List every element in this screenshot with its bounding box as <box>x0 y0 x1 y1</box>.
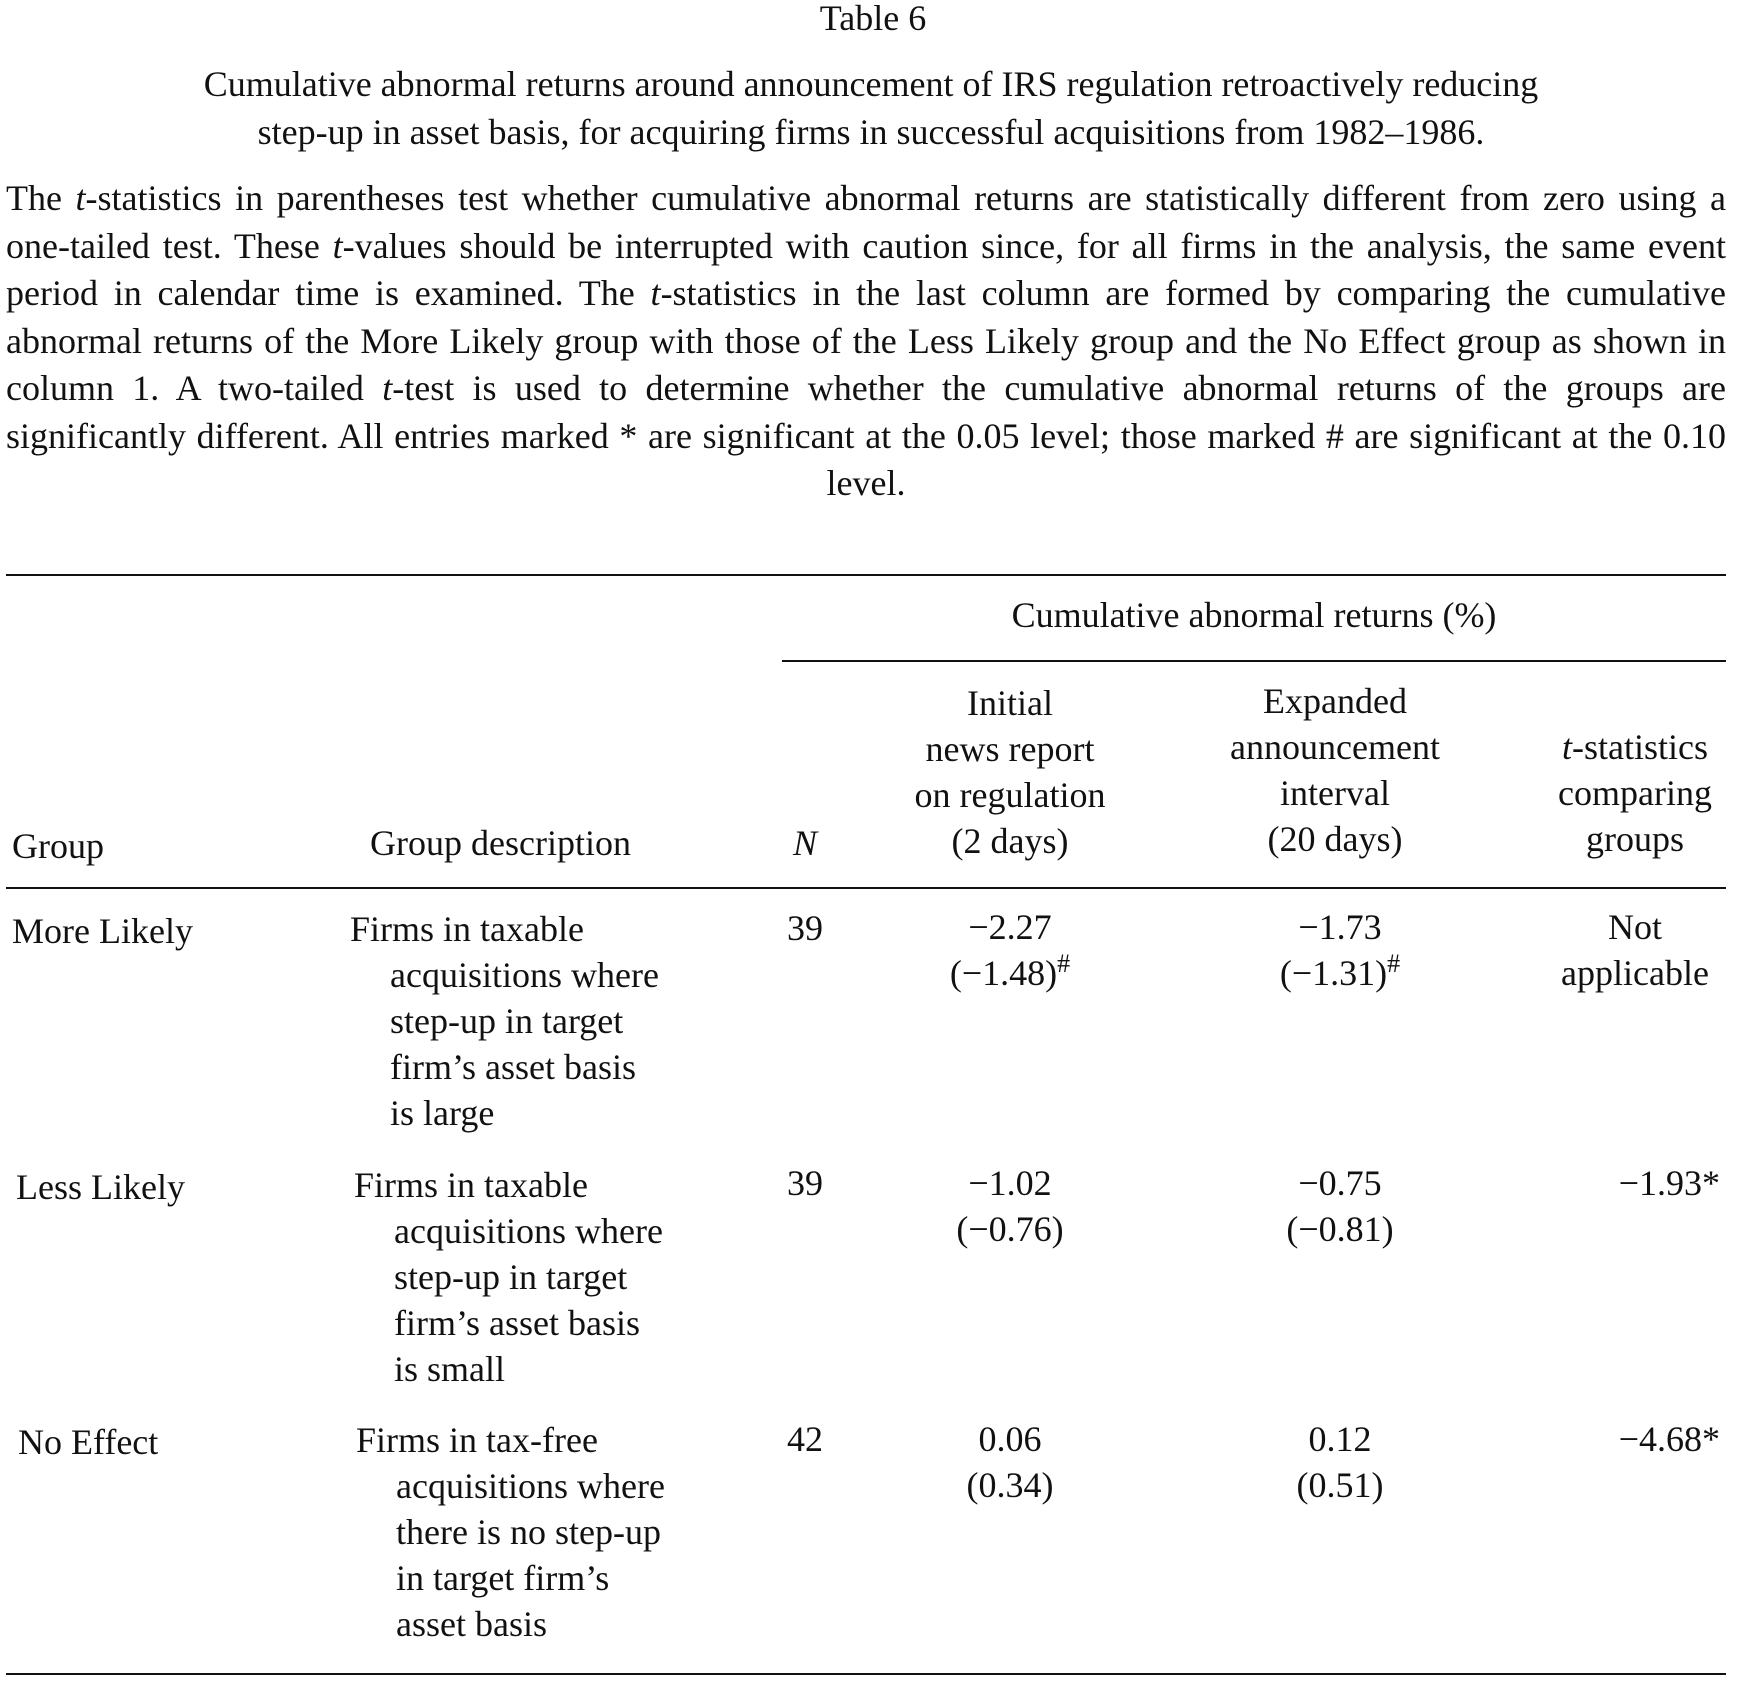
row-tstat <box>1540 1416 1720 1462</box>
row-initial <box>880 1416 1140 1508</box>
col-header-n: N <box>792 823 817 863</box>
top-rule <box>6 574 1726 576</box>
notes-text: -statistics in the last column are formed by comparing the cumulative abnormal returns of the More Likely group with those of the Less Likely group and the No Effect group as shown in column 1. A two-tailed <box>6 273 1726 408</box>
notes-italic-t: t <box>332 225 343 266</box>
header-line: on regulation <box>914 775 1106 815</box>
description-line: Firms in taxable <box>350 909 584 949</box>
col-header-description: Group description <box>370 823 631 863</box>
header-text: -statistics <box>1572 727 1708 767</box>
row-tstat <box>1540 1160 1720 1206</box>
row-group-no-effect: No Effect <box>18 1422 159 1462</box>
car-tstat <box>880 950 1140 996</box>
spanner-rule <box>782 660 1726 662</box>
description-line: Firms in taxable <box>354 1165 588 1205</box>
row-description <box>354 1162 744 1392</box>
car-tstat <box>1205 950 1475 996</box>
notes-text: -statistics in parentheses test whether cumulative abnormal returns are statistically different from zero using a one-tailed test. These <box>6 178 1726 266</box>
row-n: 39 <box>787 1163 823 1203</box>
col-header-initial <box>880 680 1140 864</box>
tstat-value: (−0.81) <box>1286 1209 1394 1249</box>
significance-mark: # <box>1387 949 1401 978</box>
tstat-value: (0.51) <box>1296 1465 1384 1505</box>
header-line: Expanded <box>1263 681 1407 721</box>
tstat-value: (−1.31) <box>1279 953 1388 993</box>
description-line: firm’s asset basis <box>390 1047 636 1087</box>
significance-mark: # <box>1057 949 1071 978</box>
row-initial <box>880 904 1140 996</box>
car-value: −1.02 <box>968 1163 1052 1203</box>
description-line: step-up in target <box>390 1001 624 1041</box>
caption-line: step-up in asset basis, for acquiring firms in successful acquisitions from 1982–1986. <box>257 112 1485 152</box>
table-caption <box>6 60 1736 156</box>
header-line <box>1530 724 1740 770</box>
notes-italic-t: t <box>382 368 393 408</box>
header-italic-t: t <box>1562 727 1573 767</box>
notes-text: -test is used to determine whether the cumulative abnormal returns of the groups are significantly different. All entries marked * are significant at the 0.05 level; those marked # are significant at the 0.10 level. <box>6 368 1726 503</box>
car-value: 0.06 <box>978 1419 1042 1459</box>
notes-text: The <box>6 178 76 218</box>
tstat-line: −4.68* <box>1618 1419 1720 1459</box>
row-n: 42 <box>787 1419 823 1459</box>
col-header-group: Group <box>12 826 104 866</box>
spanner-header: Cumulative abnormal returns (%) <box>1011 595 1497 635</box>
row-tstat <box>1530 904 1740 996</box>
tstat-line: −1.93* <box>1618 1163 1720 1203</box>
car-value: −2.27 <box>968 907 1052 947</box>
row-description <box>350 906 740 1136</box>
description-line: asset basis <box>396 1604 547 1644</box>
description-line: step-up in target <box>394 1257 628 1297</box>
row-expanded <box>1205 1416 1475 1508</box>
description-line: is small <box>394 1349 506 1389</box>
col-header-tstat <box>1530 724 1740 862</box>
notes-italic-t: t <box>75 178 86 218</box>
row-initial <box>880 1160 1140 1252</box>
col-header-expanded <box>1195 678 1475 862</box>
description-line: Firms in tax-free <box>356 1420 598 1460</box>
car-value: 0.12 <box>1308 1419 1372 1459</box>
description-line: acquisitions where <box>390 955 659 995</box>
notes-italic-t: t <box>650 273 661 313</box>
caption-line: Cumulative abnormal returns around announcement of IRS regulation retroactively reducing <box>203 64 1539 104</box>
description-line: is large <box>390 1093 495 1133</box>
tstat-line: Not <box>1608 907 1662 947</box>
tstat-value: (0.34) <box>966 1465 1054 1505</box>
header-line: news report <box>925 729 1095 769</box>
table-label: Table 6 <box>819 0 927 38</box>
tstat-line: applicable <box>1561 953 1709 993</box>
description-line: there is no step-up <box>396 1512 661 1552</box>
notes-text: -values should be interrupted with caution since, for all firms in the analysis, the same event period in calendar time is examined. The <box>6 225 1727 313</box>
description-line: acquisitions where <box>394 1211 663 1251</box>
tstat-value: (−1.48) <box>949 953 1058 993</box>
header-line: (20 days) <box>1267 819 1403 859</box>
header-line: groups <box>1586 819 1684 859</box>
header-rule <box>6 887 1726 889</box>
row-expanded <box>1205 904 1475 996</box>
car-value: −1.73 <box>1298 907 1382 947</box>
header-line: interval <box>1280 773 1390 813</box>
description-line: in target firm’s <box>396 1558 610 1598</box>
row-expanded <box>1205 1160 1475 1252</box>
car-value: −0.75 <box>1298 1163 1382 1203</box>
row-group-less-likely: Less Likely <box>16 1167 185 1207</box>
table-notes <box>6 175 1726 508</box>
header-line: Initial <box>967 683 1053 723</box>
tstat-value: (−0.76) <box>956 1209 1064 1249</box>
bottom-rule <box>6 1673 1726 1675</box>
row-group-more-likely: More Likely <box>12 911 193 951</box>
header-line: (2 days) <box>951 821 1069 861</box>
description-line: firm’s asset basis <box>394 1303 640 1343</box>
row-n: 39 <box>787 908 823 948</box>
description-line: acquisitions where <box>396 1466 665 1506</box>
row-description <box>356 1417 746 1647</box>
header-line: announcement <box>1230 727 1440 767</box>
header-line: comparing <box>1558 773 1712 813</box>
